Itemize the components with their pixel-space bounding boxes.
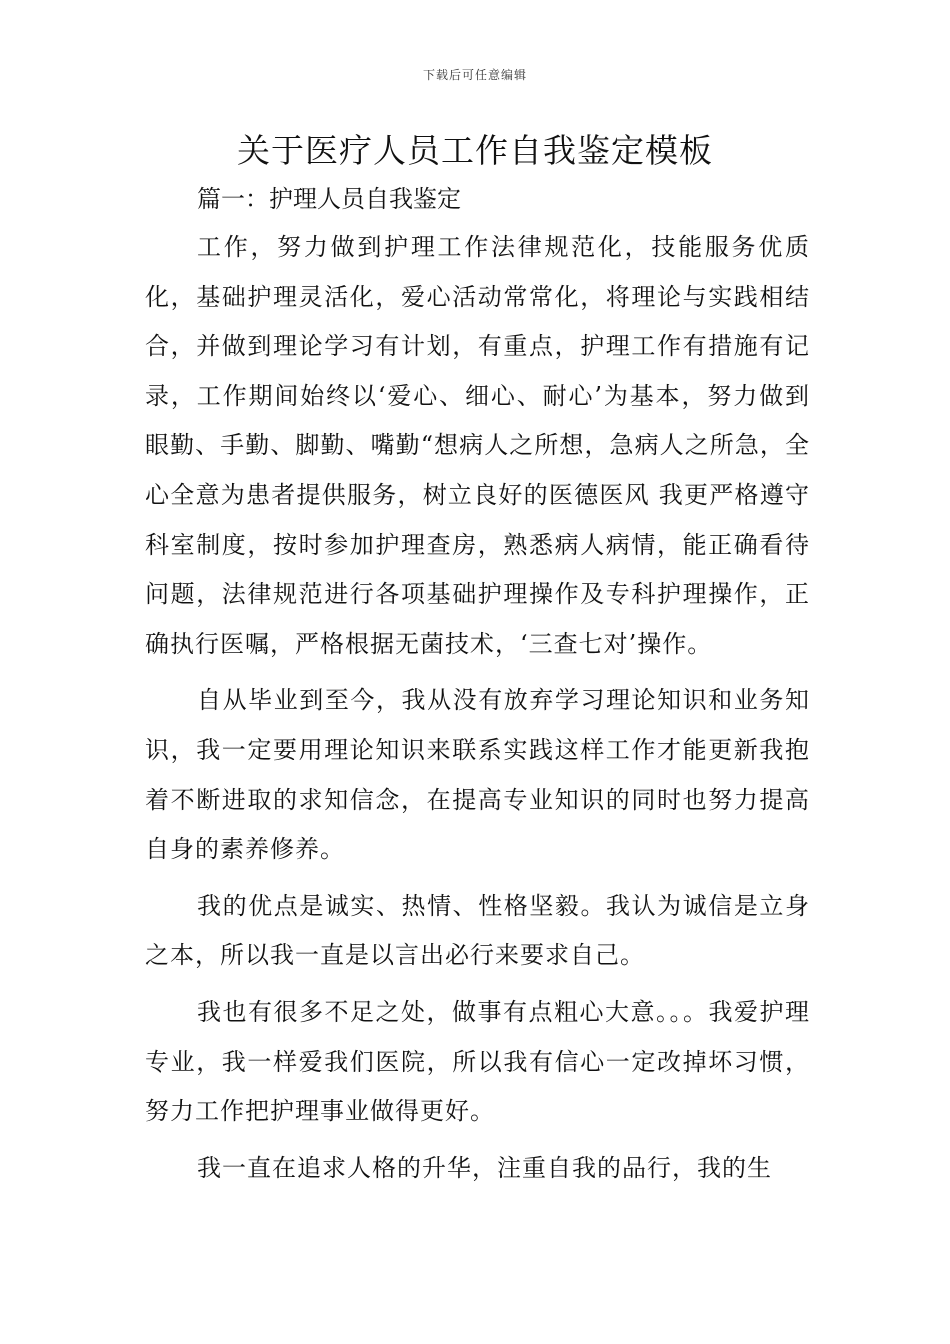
paragraph-weaknesses: 我也有很多不足之处，做事有点粗心大意。。。我爱护理专业，我一样爱我们医院，所以我有信心一定改掉坏习惯，努力工作把护理事业做得更好。 — [145, 997, 810, 1126]
header-note: 下载后可任意编辑 — [422, 68, 527, 82]
document-title: 关于医疗人员工作自我鉴定模板 — [237, 131, 713, 170]
paragraph-character: 我一直在追求人格的升华，注重自我的品行，我的生 — [197, 1153, 772, 1182]
section-heading: 篇一：护理人员自我鉴定 — [197, 185, 461, 213]
paragraph-study: 自从毕业到至今，我从没有放弃学习理论知识和业务知识，我一定要用理论知识来联系实践这样工作才能更新我抱着不断进取的求知信念，在提高专业知识的同时也努力提高自身的素养修养。 — [145, 686, 810, 864]
paragraph-work: 工作，努力做到护理工作法律规范化，技能服务优质化，基础护理灵活化，爱心活动常常化，将理论与实践相结合，并做到理论学习有计划，有重点，护理工作有措施有记录，工作期间始终以‘爱心、细心、耐心’为基本，努力做到眼勤、手勤、脚勤、嘴勤“想病人之所想，急病人之所急，全心全意为患者提供服务，树立良好的医德医风 我更严格遵守科室制度，按时参加护理查房，熟悉病人病情，能正确看待问题，法律规范进行各项基础护理操作及专科护理操作，正确执行医嘱，严格根据无菌技术，‘三查七对’操作。 — [145, 233, 810, 658]
document-body — [145, 223, 810, 1193]
paragraph-strengths: 我的优点是诚实、热情、性格坚毅。我认为诚信是立身之本，所以我一直是以言出必行来要求自己。 — [145, 891, 810, 970]
